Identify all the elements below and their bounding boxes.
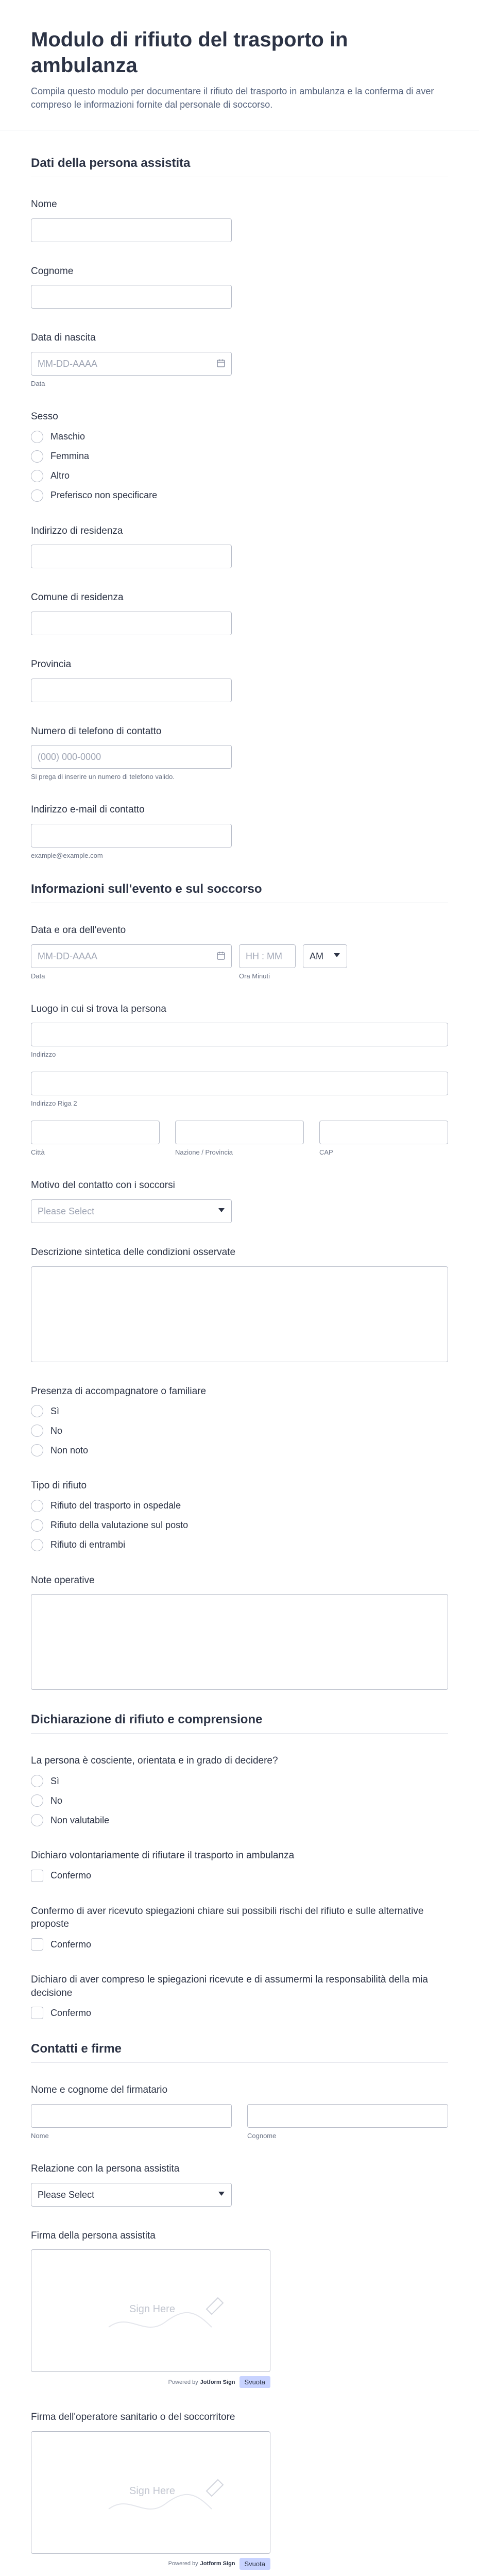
place-state-input[interactable]: [175, 1121, 304, 1144]
refusal-type-option[interactable]: [31, 1539, 448, 1551]
clear-signature-button[interactable]: Svuota: [239, 2558, 270, 2570]
province-input[interactable]: [31, 679, 232, 702]
field-voluntary: [31, 1849, 448, 1882]
reason-select[interactable]: [31, 1199, 232, 1223]
powered-by-text: Powered by: [168, 2561, 198, 2567]
description-textarea[interactable]: [31, 1266, 448, 1362]
province-label: Provincia: [31, 659, 72, 670]
option-label: Sì: [50, 1405, 60, 1416]
option-label: Preferisco non specificare: [50, 490, 158, 501]
field-province: [31, 658, 448, 702]
field-description: [31, 1246, 448, 1362]
field-signer-name: [31, 2083, 448, 2140]
radio-button[interactable]: [31, 1539, 43, 1551]
place-address1-input[interactable]: [31, 1023, 448, 1046]
refusal-type-label: Tipo di rifiuto: [31, 1480, 87, 1492]
explained-checkbox-row[interactable]: [31, 1938, 448, 1951]
calendar-icon[interactable]: [216, 359, 226, 368]
signature-footer: [31, 2376, 270, 2388]
responsibility-checkbox-row[interactable]: [31, 2007, 448, 2019]
field-first-name: [31, 198, 448, 242]
option-label: Rifiuto del trasporto in ospedale: [50, 1500, 181, 1511]
section-person: [31, 156, 448, 859]
section-title-declaration: Dichiarazione di rifiuto e comprensione: [31, 1713, 263, 1727]
checkbox[interactable]: [31, 2007, 43, 2019]
radio-button[interactable]: [31, 1425, 43, 1437]
first-name-label: Nome: [31, 199, 57, 210]
sex-label: Sesso: [31, 411, 58, 422]
event-datetime-label: Data e ora dell'evento: [31, 924, 126, 936]
place-zip-col: [319, 1121, 448, 1156]
relation-select-value: Please Select: [31, 2183, 232, 2207]
companion-label: Presenza di accompagnatore o familiare: [31, 1385, 207, 1397]
signer-last-input[interactable]: [247, 2104, 448, 2128]
conscious-label: La persona è cosciente, orientata e in grado di decidere?: [31, 1755, 278, 1767]
sign-here-hint: Sign Here: [129, 2303, 175, 2315]
place-address2-sublabel: Indirizzo Riga 2: [31, 1099, 77, 1108]
field-operator-signature: [31, 2411, 448, 2570]
field-relation: [31, 2162, 448, 2207]
radio-button[interactable]: [31, 470, 43, 482]
field-reason: [31, 1179, 448, 1223]
signer-last-sublabel: Cognome: [247, 2131, 277, 2140]
option-label: No: [50, 1425, 63, 1436]
option-label: Maschio: [50, 431, 85, 442]
first-name-input[interactable]: [31, 218, 232, 242]
signature-footer: [31, 2558, 270, 2570]
last-name-input[interactable]: [31, 285, 232, 309]
event-date-wrap: [31, 944, 232, 968]
sex-option[interactable]: [31, 450, 448, 463]
signer-first-input[interactable]: [31, 2104, 232, 2128]
checkbox[interactable]: [31, 1870, 43, 1882]
event-datetime-row: [31, 944, 448, 980]
field-patient-signature: [31, 2229, 448, 2388]
refusal-type-option[interactable]: [31, 1519, 448, 1532]
option-label: Non valutabile: [50, 1815, 110, 1825]
signer-first-col: [31, 2104, 232, 2140]
event-time-input[interactable]: HH : MM: [239, 944, 296, 968]
patient-signature-pad[interactable]: [31, 2249, 270, 2372]
voluntary-checkbox-row[interactable]: [31, 1870, 448, 1882]
field-refusal-type: [31, 1479, 448, 1551]
brand-logo-text: Jotform Sign: [200, 2379, 235, 2385]
event-ampm-value: AM: [303, 944, 347, 968]
brand-logo-text: Jotform Sign: [200, 2561, 235, 2567]
option-label: Rifiuto di entrambi: [50, 1539, 126, 1550]
field-address: [31, 524, 448, 569]
field-place: [31, 1003, 448, 1157]
address-label: Indirizzo di residenza: [31, 525, 123, 536]
voluntary-label: Dichiaro volontariamente di rifiutare il trasporto in ambulanza: [31, 1850, 295, 1861]
event-time-sublabel: Ora Minuti: [239, 972, 270, 980]
field-notes: [31, 1574, 448, 1690]
chevron-down-icon: [218, 1208, 225, 1212]
notes-label: Note operative: [31, 1574, 95, 1586]
relation-label: Relazione con la persona assistita: [31, 2163, 180, 2174]
sex-option[interactable]: [31, 431, 448, 443]
dob-sublabel: Data: [31, 380, 45, 388]
option-label: Femmina: [50, 451, 90, 462]
signer-last-col: [247, 2104, 448, 2140]
place-city-row: [31, 1121, 448, 1156]
chevron-down-icon: [334, 953, 340, 957]
radio-button[interactable]: [31, 1500, 43, 1512]
reason-select-value: Please Select: [31, 1199, 232, 1223]
field-email: [31, 803, 448, 859]
field-phone: [31, 725, 448, 781]
place-city-sublabel: Città: [31, 1148, 45, 1157]
signer-name-row: [31, 2104, 448, 2140]
field-city: [31, 591, 448, 635]
option-label: Confermo: [50, 1939, 92, 1950]
radio-button[interactable]: [31, 431, 43, 443]
field-companion: [31, 1385, 448, 1457]
notes-textarea[interactable]: [31, 1594, 448, 1690]
patient-signature-label: Firma della persona assistita: [31, 2230, 156, 2241]
dob-input-wrap: [31, 352, 232, 376]
radio-button[interactable]: [31, 489, 43, 502]
responsibility-label: Dichiaro di aver compreso le spiegazioni ricevute e di assumermi la responsabilità della mia decisione: [31, 1974, 428, 1998]
signer-first-sublabel: Nome: [31, 2131, 49, 2140]
operator-signature-pad[interactable]: [31, 2431, 270, 2554]
place-city-col: [31, 1121, 160, 1156]
sign-here-hint: Sign Here: [129, 2485, 175, 2497]
field-event-datetime: [31, 924, 448, 980]
field-last-name: [31, 265, 448, 309]
city-label: Comune di residenza: [31, 592, 124, 603]
section-divider: [31, 2062, 448, 2063]
section-declaration: [31, 1713, 448, 2019]
radio-button[interactable]: [31, 1794, 43, 1807]
place-label: Luogo in cui si trova la persona: [31, 1003, 166, 1014]
description-label: Descrizione sintetica delle condizioni osservate: [31, 1246, 236, 1258]
phone-input[interactable]: (000) 000-0000: [31, 745, 232, 769]
powered-by-text: Powered by: [168, 2379, 198, 2385]
event-time-col: [239, 944, 296, 980]
sex-option[interactable]: [31, 470, 448, 482]
form-title: Modulo di rifiuto del trasporto in ambulanza: [31, 28, 348, 77]
radio-button[interactable]: [31, 1405, 43, 1417]
radio-button[interactable]: [31, 1775, 43, 1787]
event-date-input[interactable]: MM-DD-AAAA: [31, 944, 232, 968]
field-responsibility: [31, 1973, 448, 2019]
field-conscious: [31, 1754, 448, 1826]
dob-label: Data di nascita: [31, 332, 96, 344]
place-zip-sublabel: CAP: [319, 1148, 333, 1157]
place-state-col: [175, 1121, 304, 1156]
place-zip-input[interactable]: [319, 1121, 448, 1144]
section-event: [31, 882, 448, 1690]
calendar-icon[interactable]: [216, 951, 226, 960]
option-label: Non noto: [50, 1445, 89, 1455]
address-input[interactable]: [31, 545, 232, 568]
option-label: Confermo: [50, 2007, 92, 2018]
dob-input[interactable]: MM-DD-AAAA: [31, 352, 232, 376]
conscious-option[interactable]: [31, 1775, 448, 1787]
companion-option[interactable]: [31, 1405, 448, 1417]
event-ampm-select[interactable]: [303, 944, 347, 968]
option-label: Rifiuto della valutazione sul posto: [50, 1520, 189, 1531]
email-input[interactable]: [31, 824, 232, 848]
reason-label: Motivo del contatto con i soccorsi: [31, 1180, 175, 1191]
checkbox[interactable]: [31, 1938, 43, 1951]
radio-button[interactable]: [31, 450, 43, 463]
last-name-label: Cognome: [31, 265, 74, 277]
companion-option[interactable]: [31, 1444, 448, 1456]
event-date-sublabel: Data: [31, 972, 45, 980]
section-title-signatures: Contatti e firme: [31, 2042, 122, 2056]
section-divider: [31, 1733, 448, 1734]
place-city-input[interactable]: [31, 1121, 160, 1144]
email-sublabel: example@example.com: [31, 851, 103, 859]
place-address1-sublabel: Indirizzo: [31, 1050, 56, 1059]
operator-signature-label: Firma dell'operatore sanitario o del soccorritore: [31, 2412, 235, 2423]
section-title-event: Informazioni sull'evento e sul soccorso: [31, 882, 262, 896]
field-dob: [31, 331, 448, 387]
explained-label: Confermo di aver ricevuto spiegazioni chiare sui possibili rischi del rifiuto e sulle alternative proposte: [31, 1905, 424, 1930]
radio-button[interactable]: [31, 1814, 43, 1826]
phone-sublabel: Si prega di inserire un numero di telefono valido.: [31, 773, 175, 781]
place-address2-input[interactable]: [31, 1072, 448, 1095]
event-date-col: [31, 944, 232, 980]
signer-name-label: Nome e cognome del firmatario: [31, 2084, 168, 2096]
conscious-option[interactable]: [31, 1814, 448, 1826]
chevron-down-icon: [218, 2192, 225, 2196]
field-explained: [31, 1905, 448, 1951]
radio-button[interactable]: [31, 1519, 43, 1532]
section-title-person: Dati della persona assistita: [31, 156, 191, 171]
radio-button[interactable]: [31, 1444, 43, 1456]
phone-label: Numero di telefono di contatto: [31, 725, 162, 737]
refusal-type-option[interactable]: [31, 1500, 448, 1512]
option-label: Sì: [50, 1775, 60, 1786]
section-signatures: [31, 2042, 448, 2576]
option-label: Confermo: [50, 1870, 92, 1881]
place-state-sublabel: Nazione / Provincia: [175, 1148, 233, 1157]
relation-select[interactable]: [31, 2183, 232, 2207]
option-label: Altro: [50, 470, 70, 481]
clear-signature-button[interactable]: Svuota: [239, 2376, 270, 2388]
sex-option[interactable]: [31, 489, 448, 502]
conscious-option[interactable]: [31, 1794, 448, 1807]
city-input[interactable]: [31, 612, 232, 635]
email-label: Indirizzo e-mail di contatto: [31, 804, 145, 816]
field-sex: [31, 410, 448, 502]
form-description: Compila questo modulo per documentare il rifiuto del trasporto in ambulanza e la conferma di aver compreso le informazioni fornite dal personale di soccorso.: [31, 86, 434, 110]
option-label: No: [50, 1795, 63, 1806]
companion-option[interactable]: [31, 1425, 448, 1437]
